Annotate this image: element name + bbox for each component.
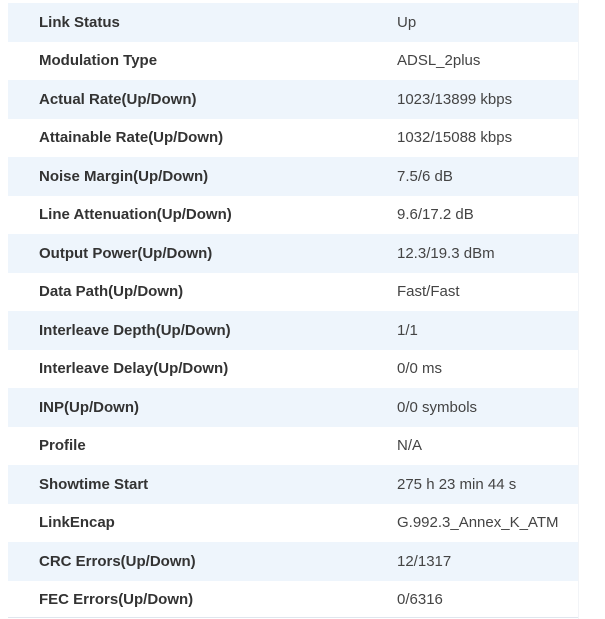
row-label: LinkEncap xyxy=(8,504,397,543)
table-row xyxy=(8,80,578,119)
table-row xyxy=(8,504,578,543)
table-row xyxy=(8,427,578,466)
row-value: ADSL_2plus xyxy=(397,42,578,81)
row-label: Profile xyxy=(8,427,397,466)
table-row xyxy=(8,273,578,312)
row-label: Interleave Delay(Up/Down) xyxy=(8,350,397,389)
dsl-status-table xyxy=(8,3,578,619)
row-value: N/A xyxy=(397,427,578,466)
panel-right-edge xyxy=(578,0,579,619)
row-value: 1023/13899 kbps xyxy=(397,80,578,119)
table-row xyxy=(8,388,578,427)
row-label: Noise Margin(Up/Down) xyxy=(8,157,397,196)
table-row xyxy=(8,157,578,196)
table-row xyxy=(8,465,578,504)
table-row xyxy=(8,311,578,350)
table-row xyxy=(8,119,578,158)
row-value: 7.5/6 dB xyxy=(397,157,578,196)
row-label: FEC Errors(Up/Down) xyxy=(8,581,397,619)
row-value: 0/6316 xyxy=(397,581,578,619)
row-value: G.992.3_Annex_K_ATM xyxy=(397,504,578,543)
row-value: 275 h 23 min 44 s xyxy=(397,465,578,504)
row-value: 0/0 symbols xyxy=(397,388,578,427)
row-value: 0/0 ms xyxy=(397,350,578,389)
table-row xyxy=(8,3,578,42)
row-label: Data Path(Up/Down) xyxy=(8,273,397,312)
row-value: 1032/15088 kbps xyxy=(397,119,578,158)
row-label: Output Power(Up/Down) xyxy=(8,234,397,273)
row-label: Attainable Rate(Up/Down) xyxy=(8,119,397,158)
row-value: 12.3/19.3 dBm xyxy=(397,234,578,273)
row-value: 12/1317 xyxy=(397,542,578,581)
table-bottom-border xyxy=(8,617,578,618)
row-value: Up xyxy=(397,3,578,42)
row-label: Showtime Start xyxy=(8,465,397,504)
table-row xyxy=(8,234,578,273)
table-row xyxy=(8,42,578,81)
table-row xyxy=(8,350,578,389)
row-value: Fast/Fast xyxy=(397,273,578,312)
row-label: INP(Up/Down) xyxy=(8,388,397,427)
row-label: Modulation Type xyxy=(8,42,397,81)
row-label: Line Attenuation(Up/Down) xyxy=(8,196,397,235)
row-value: 1/1 xyxy=(397,311,578,350)
table-row xyxy=(8,196,578,235)
row-label: CRC Errors(Up/Down) xyxy=(8,542,397,581)
table-row xyxy=(8,542,578,581)
row-label: Link Status xyxy=(8,3,397,42)
row-value: 9.6/17.2 dB xyxy=(397,196,578,235)
row-label: Actual Rate(Up/Down) xyxy=(8,80,397,119)
table-row xyxy=(8,581,578,619)
row-label: Interleave Depth(Up/Down) xyxy=(8,311,397,350)
